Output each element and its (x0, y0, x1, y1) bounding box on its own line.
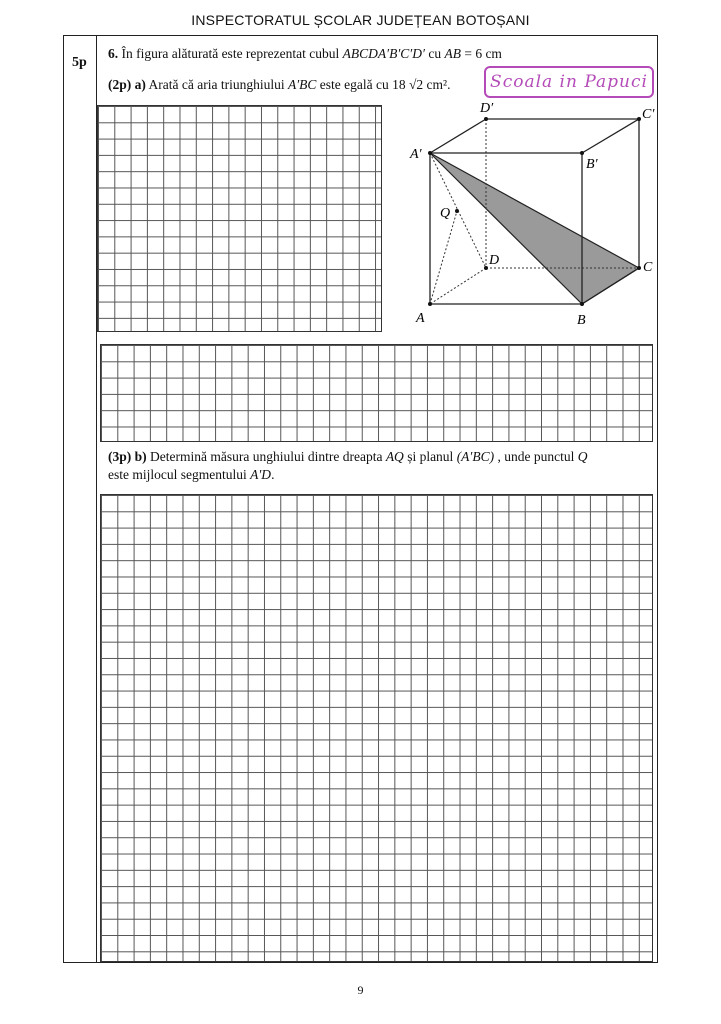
part-b-line2-prefix: este mijlocul segmentului (108, 467, 251, 482)
part-a-prefix: Arată că aria triunghiului (145, 77, 288, 92)
label-A: A (416, 311, 425, 326)
label-B1: B′ (586, 157, 598, 172)
label-A1: A′ (410, 147, 422, 162)
label-D: D (489, 253, 500, 268)
page-header: INSPECTORATUL ȘCOLAR JUDEȚEAN BOTOȘANI (191, 12, 530, 28)
points-column (63, 35, 97, 963)
segment-name: A′D (250, 467, 272, 482)
part-b-suffix: , unde punctul (494, 449, 578, 464)
part-a-mid: este egală cu 18 (316, 77, 406, 92)
answer-grid-b[interactable] (100, 494, 653, 962)
total-points: 5p (72, 55, 87, 70)
problem-number: 6. (108, 46, 119, 61)
part-b-points: (3p) b) (108, 449, 147, 464)
part-b-line2-suffix: . (271, 467, 275, 482)
watermark-stamp: Scoala in Papuci (484, 66, 654, 98)
statement-prefix: În figura alăturată este reprezentat cubul (118, 46, 343, 61)
triangle-name: A′BC (287, 77, 317, 92)
point-name: Q (577, 449, 588, 464)
problem-statement (108, 46, 502, 62)
answer-grid-a-left[interactable] (97, 105, 382, 332)
page-number: 9 (357, 983, 364, 997)
sqrt-two: √2 (409, 77, 424, 92)
part-a-points: (2p) a) (108, 77, 146, 92)
part-b-statement (108, 449, 588, 465)
triangle-a1bc-shade (430, 153, 639, 304)
label-B: B (577, 313, 586, 328)
part-b-statement-line2 (108, 467, 274, 483)
label-Q: Q (440, 206, 451, 221)
part-b-mid: și planul (403, 449, 457, 464)
part-a-suffix: cm². (423, 77, 451, 92)
plane-name: (A′BC) (456, 449, 495, 464)
label-C: C (643, 260, 653, 275)
cube-name: ABCDA′B′C′D′ (342, 46, 425, 61)
label-D1: D′ (480, 101, 494, 116)
part-a-statement (108, 77, 450, 93)
answer-grid-a-wide[interactable] (100, 344, 653, 442)
edge-name: AB (444, 46, 461, 61)
label-C1: C′ (642, 107, 655, 122)
statement-mid: cu (424, 46, 445, 61)
statement-suffix: = 6 cm (460, 46, 502, 61)
line-name: AQ (385, 449, 404, 464)
part-b-prefix: Determină măsura unghiului dintre dreapta (146, 449, 386, 464)
cube-figure (396, 96, 658, 334)
